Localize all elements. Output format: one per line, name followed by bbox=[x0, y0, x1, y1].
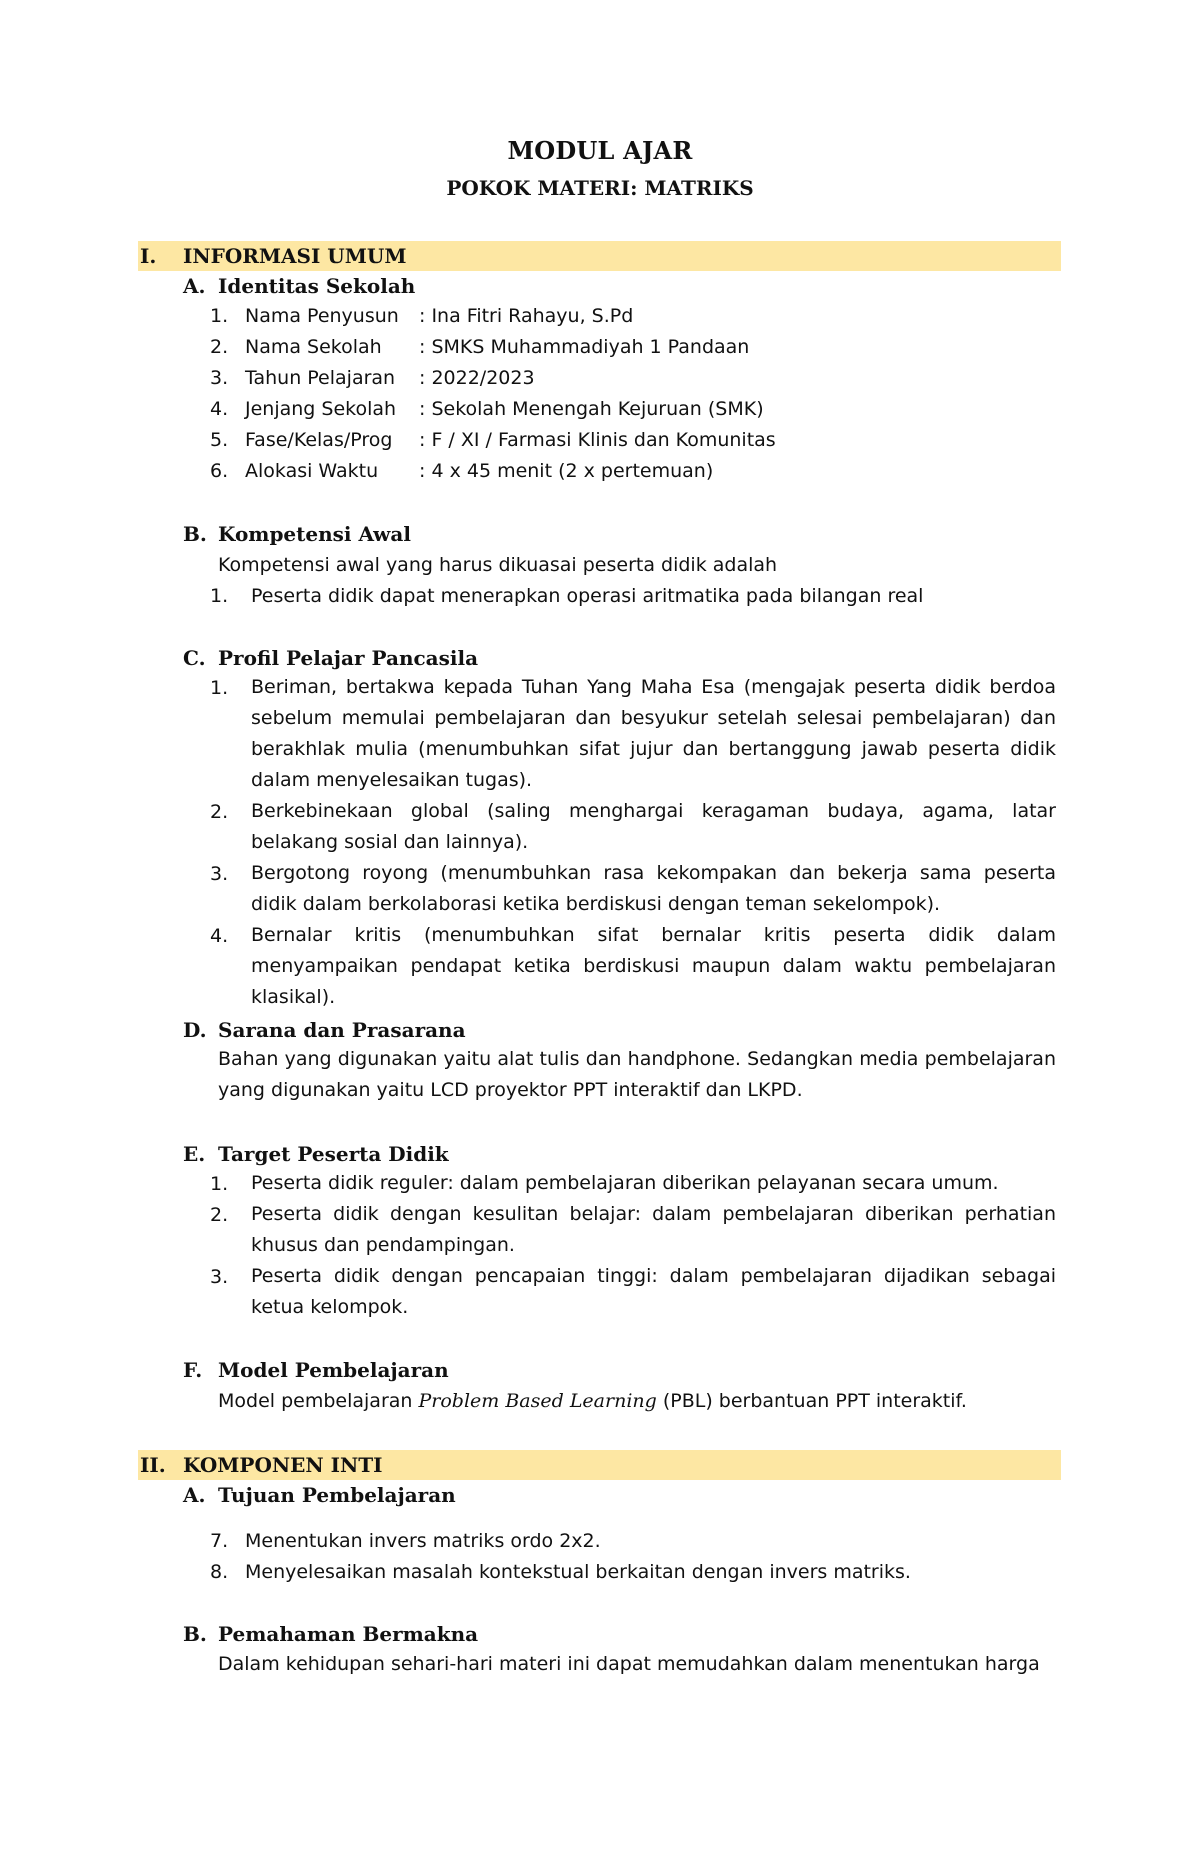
row-value: : 4 x 45 menit (2 x pertemuan) bbox=[419, 460, 714, 482]
item-text: Menyelesaikan masalah kontekstual berkaitan dengan invers matriks. bbox=[245, 1561, 911, 1583]
row-key: Nama Sekolah bbox=[245, 336, 382, 358]
subsection-title: Profil Pelajar Pancasila bbox=[218, 646, 479, 670]
list-item-text: Beriman, bertakwa kepada Tuhan Yang Maha Esa (mengajak peserta didik berdoa sebelum memulai pembelajaran dan besyukur setelah selesai pembelajaran) dan berakhlak mulia (menumbuhkan sifat jujur dan bertanggung jawab peserta didik dalam menyelesaikan tugas). bbox=[251, 676, 1056, 791]
subsection-title: Identitas Sekolah bbox=[218, 274, 416, 298]
subsection-letter: B. bbox=[183, 1622, 207, 1646]
subsection-letter: F. bbox=[183, 1358, 203, 1382]
paragraph-sarana: Bahan yang digunakan yaitu alat tulis dan handphone. Sedangkan media pembelajaran yang digunakan yaitu LCD proyektor PPT interaktif dan LKPD. bbox=[218, 1048, 1056, 1101]
list-item-text: Peserta didik dengan kesulitan belajar: dalam pembelajaran diberikan perhatian khusus dan pendampingan. bbox=[251, 1203, 1056, 1256]
row-key: Alokasi Waktu bbox=[245, 460, 379, 482]
item-number: 4. bbox=[210, 925, 229, 947]
row-value: : Ina Fitri Rahayu, S.Pd bbox=[419, 305, 634, 327]
item-text: Menentukan invers matriks ordo 2x2. bbox=[245, 1530, 601, 1552]
row-key: Nama Penyusun bbox=[245, 305, 399, 327]
list-item-text: Berkebinekaan global (saling menghargai keragaman budaya, agama, latar belakang sosial dan lainnya). bbox=[251, 800, 1056, 853]
row-value: : SMKS Muhammadiyah 1 Pandaan bbox=[419, 336, 750, 358]
section-number: I. bbox=[140, 244, 157, 268]
subsection-title: Sarana dan Prasarana bbox=[218, 1018, 466, 1042]
item-number: 1. bbox=[210, 585, 229, 607]
list-item-text: Peserta didik reguler: dalam pembelajaran diberikan pelayanan secara umum. bbox=[251, 1172, 999, 1194]
model-text-post: (PBL) berbantuan PPT interaktif. bbox=[656, 1390, 967, 1412]
section-label: KOMPONEN INTI bbox=[183, 1453, 383, 1477]
subsection-letter: A. bbox=[183, 274, 206, 298]
model-name-italic: Problem Based Learning bbox=[418, 1390, 657, 1412]
subsection-title: Model Pembelajaran bbox=[218, 1358, 449, 1382]
row-key: Fase/Kelas/Prog bbox=[245, 429, 393, 451]
paragraph-pemahaman: Dalam kehidupan sehari-hari materi ini dapat memudahkan dalam menentukan harga bbox=[218, 1653, 1040, 1675]
row-number: 1. bbox=[210, 305, 229, 327]
model-text-pre: Model pembelajaran bbox=[218, 1390, 419, 1412]
item-text: Peserta didik dapat menerapkan operasi aritmatika pada bilangan real bbox=[251, 585, 924, 607]
subsection-letter: E. bbox=[183, 1142, 206, 1166]
row-value: : 2022/2023 bbox=[419, 367, 535, 389]
item-number: 3. bbox=[210, 1266, 229, 1288]
paragraph-intro: Kompetensi awal yang harus dikuasai peserta didik adalah bbox=[218, 554, 778, 576]
row-number: 4. bbox=[210, 398, 229, 420]
subsection-letter: D. bbox=[183, 1018, 207, 1042]
row-number: 3. bbox=[210, 367, 229, 389]
subsection-letter: A. bbox=[183, 1483, 206, 1507]
row-key: Jenjang Sekolah bbox=[245, 398, 397, 420]
item-number: 1. bbox=[210, 677, 229, 699]
document-title: MODUL AJAR bbox=[507, 136, 693, 165]
row-key: Tahun Pelajaran bbox=[245, 367, 396, 389]
paragraph-model bbox=[218, 1390, 967, 1412]
section-heading-informasi-umum bbox=[138, 241, 1061, 271]
item-number: 7. bbox=[210, 1530, 229, 1552]
row-number: 5. bbox=[210, 429, 229, 451]
subsection-letter: B. bbox=[183, 522, 207, 546]
section-number: II. bbox=[140, 1453, 166, 1477]
subsection-title: Kompetensi Awal bbox=[218, 522, 411, 546]
section-heading-komponen-inti bbox=[138, 1450, 1061, 1480]
row-number: 6. bbox=[210, 460, 229, 482]
subsection-title: Target Peserta Didik bbox=[218, 1142, 449, 1166]
item-number: 1. bbox=[210, 1173, 229, 1195]
row-value: : F / XI / Farmasi Klinis dan Komunitas bbox=[419, 429, 776, 451]
section-label: INFORMASI UMUM bbox=[183, 244, 407, 268]
item-number: 2. bbox=[210, 801, 229, 823]
item-number: 2. bbox=[210, 1204, 229, 1226]
item-number: 3. bbox=[210, 863, 229, 885]
document-subtitle: POKOK MATERI: MATRIKS bbox=[446, 176, 754, 200]
list-item-text: Peserta didik dengan pencapaian tinggi: dalam pembelajaran dijadikan sebagai ketua kelompok. bbox=[251, 1265, 1056, 1318]
row-number: 2. bbox=[210, 336, 229, 358]
item-number: 8. bbox=[210, 1561, 229, 1583]
subsection-title: Pemahaman Bermakna bbox=[218, 1622, 479, 1646]
list-item-text: Bergotong royong (menumbuhkan rasa kekompakan dan bekerja sama peserta didik dalam berkolaborasi ketika berdiskusi dengan teman sekelompok). bbox=[251, 862, 1056, 915]
subsection-letter: C. bbox=[183, 646, 206, 670]
list-item-text: Bernalar kritis (menumbuhkan sifat bernalar kritis peserta didik dalam menyampaikan pendapat ketika berdiskusi maupun dalam waktu pembelajaran klasikal). bbox=[251, 924, 1056, 1008]
row-value: : Sekolah Menengah Kejuruan (SMK) bbox=[419, 398, 764, 420]
subsection-title: Tujuan Pembelajaran bbox=[218, 1483, 456, 1507]
